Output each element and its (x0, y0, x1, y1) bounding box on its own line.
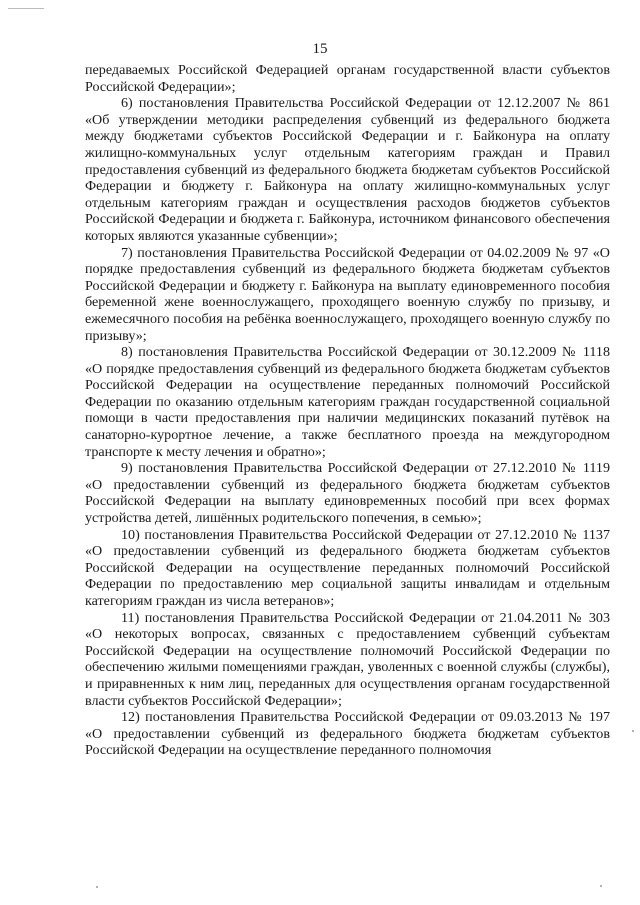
document-body (85, 62, 610, 759)
paragraph-continuation: передаваемых Российской Федерацией органам государственной власти субъектов Российской Федерации»; (85, 62, 610, 95)
scan-speck (632, 730, 634, 732)
paragraph-item-10: 10) постановления Правительства Российской Федерации от 27.12.2010 № 1137 «О предоставлении субвенций из федерального бюджета бюджетам субъектов Российской Федерации на осуществление переданных полномочий Российской Федерации по предоставлению мер социальной защиты инвалидам и отдельным категориям граждан из числа ветеранов»; (85, 526, 610, 609)
paragraph-item-6: 6) постановления Правительства Российской Федерации от 12.12.2007 № 861 «Об утверждении методики распределения субвенций из федерального бюджета между бюджетами субъектов Российской Федерации и г. Байконура на оплату жилищно-коммунальных услуг отдельным категориям граждан и Правил предоставления субвенций из федерального бюджета бюджетам субъектов Российской Федерации и бюджету г. Байконура на оплату жилищно-коммунальных услуг отдельным категориям граждан и осуществления расходов бюджетов субъектов Российской Федерации и бюджета г. Байконура, источником финансового обеспечения которых являются указанные субвенции»; (85, 95, 610, 244)
scan-mark (8, 8, 44, 9)
paragraph-item-12: 12) постановления Правительства Российской Федерации от 09.03.2013 № 197 «О предоставлении субвенций из федерального бюджета бюджетам субъектов Российской Федерации на осуществление переданного полномочия (85, 709, 610, 759)
paragraph-item-8: 8) постановления Правительства Российской Федерации от 30.12.2009 № 1118 «О порядке предоставления субвенций из федерального бюджета бюджетам субъектов Российской Федерации на осуществление переданных полномочий Российской Федерации по оказанию отдельным категориям граждан государственной социальной помощи в части предоставления при наличии медицинских показаний путёвок на санаторно-курортное лечение, а также бесплатного проезда на междугородном транспорте к месту лечения и обратно»; (85, 344, 610, 460)
scan-speck (96, 886, 98, 888)
paragraph-item-7: 7) постановления Правительства Российской Федерации от 04.02.2009 № 97 «О порядке предоставления субвенций из федерального бюджета бюджетам субъектов Российской Федерации и бюджету г. Байконура на выплату единовременного пособия беременной жене военнослужащего, проходящего военную службу по призыву, и ежемесячного пособия на ребёнка военнослужащего, проходящего военную службу по призыву»; (85, 244, 610, 344)
page-number: 15 (312, 41, 328, 57)
paragraph-item-9: 9) постановления Правительства Российской Федерации от 27.12.2010 № 1119 «О предоставлении субвенций из федерального бюджета бюджетам субъектов Российской Федерации на выплату единовременных пособий при всех формах устройства детей, лишённых родительского попечения, в семью»; (85, 460, 610, 527)
scan-speck (600, 885, 602, 887)
paragraph-item-11: 11) постановления Правительства Российской Федерации от 21.04.2011 № 303 «О некоторых вопросах, связанных с предоставлением субвенций субъектам Российской Федерации на осуществление полномочий Российской Федерации по обеспечению жилыми помещениями граждан, уволенных с военной службы (службы), и приравненных к ним лиц, переданных для осуществления органам государственной власти субъектов Российской Федерации»; (85, 609, 610, 709)
